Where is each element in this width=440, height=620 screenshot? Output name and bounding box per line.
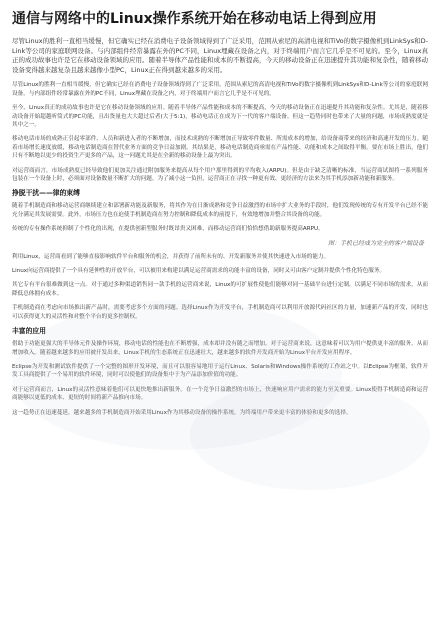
- paragraph: Eclipse为开发和测试软件提供了一个完整的图形开发环境，而且可以很容易地用于运行Linux、Solaris和Windows操作系统的工作站之中。以Eclipse为框架，软件开发工具商提供了一个易用的软件环境，同时可以使他们的设备集中于为产品添加价值的功能。: [12, 363, 428, 379]
- paragraph: 对于运营商而言，Linux的灵活性意味着他们可以更快地推出新服务。在一个竞争日益激烈的市场上，快速响应用户需求的能力至关重要。Linux使得手机制造商和运营商能够以更低的成本、更短的时间将新产品推向市场。: [12, 386, 428, 402]
- paragraph: 尽管Linux的胜利一直相当缓慢，但它确实已经在消费电子设备领域得到了广泛采用，范围从索尼的高清电视和TiVo的数字摄像机到LinkSys和D-Link等公司的家庭联网设备。与内部组件经常暴露在外的PC不同，Linux埋藏在设备之内，对于终端用户而言它几乎是不可见的。: [12, 82, 428, 97]
- paragraph: 手机制造商在考虑向市场推出新产品时，需要考虑多个方面的问题。选择Linux作为开发平台，手机制造商可以利用开放源代码社区的力量，加速新产品的开发，同时也可以获得更大的灵活性和对整个平台的更多控制权。: [12, 305, 428, 320]
- paragraph: 移动电话市场的成熟正引起零部件、人员和新进入者的不断增加，而技术成熟的不断增加正导致零件数量、所需成本的增加，给设备商带来的经济和高速开发的压力。随着市场增长速度放缓，移动电话制造商在替代业务方面的竞争日益加剧。其结果是，移动电话制造商亟需在产品性能、功能和成本之间取得平衡。要在市场上胜出，他们只有不断地以更少的投资生产更多的产品，这一问题尤其是在全新的移动设备上最为突出。: [12, 136, 428, 160]
- paragraph: 随着手机制造商和移动运营商继续建立和部署新功能及新服务，将其作为在日渐成熟和竞争日益激烈的市场中扩大业务的手段时，他们发现传统的专有开发平台已经不能充分满足其发展需要。此外，市场压力也在迫使手机制造商在努力控制和降低成本的前提下，有效地增加并整合其设备的功能。: [12, 203, 428, 218]
- figure-caption-row: [12, 238, 424, 247]
- paragraph-intro: 尽管Linux的胜利一直相当缓慢，但它确实已经在消费电子设备领域得到了广泛采用，范围从索尼的高清电视和TiVo的数字摄像机到LinkSys和D-Link等公司的家庭联网设备。与内部组件经常暴露在外的PC不同，Linux埋藏在设备之内，对于终端用户而言它几乎是不可见的。至今，Linux真正的成功故事也许是它在移动设备领域的应用。随着半导体产品性能和成本的不断提高，今天的移动设备正在迅速提升其功能和复杂性，随着移动设备变得越来越复杂且越来越像小型PC，Linux正在得到越来越多的采用。: [12, 37, 428, 74]
- paragraph: 传统的专有操作系统抑制了个性化的出现，在提供创新型服务时既昂贵又困难，而移动运营商们恰恰想借助新服务提高ARPU。: [12, 226, 324, 233]
- paragraph: 对运营商而言，市场成熟度已经导致他们更加关注通过附加服务来提高从每个用户那里得到的平均收入(ARPU)。但是由于缺乏清晰的标准，当运营商试图将一系列服务包装在一个设备上时，必须面对设备数量不断扩大的问题。为了减小这一负担，运营商正在寻找一种更有效、更经济的方法来为其手机添加新功能和新服务。: [12, 167, 428, 183]
- paragraph: 至今，Linux真正的成功故事也许是它在移动设备领域的应用。随着半导体产品性能和成本的不断提高，今天的移动设备正在迅速提升其功能和复杂性。尤其是，随着移动设备开始超越听筒式的PC功能，且出货量也大大超过后者(大于5:1)，移动电话正在成为下一代的客户端设备。但这一趋势同时也带来了大量的问题，市场成熟度就是其中之一。: [12, 105, 428, 128]
- section-heading: 丰富的应用: [12, 327, 46, 336]
- paragraph: 利用Linux，运营商看到了能够直接影响软件平台和服务的机会，并获得了前所未有的、开发新服务并使其快速进入市场的能力。: [12, 253, 330, 260]
- figure-caption: 图：手机已经成为完全的客户端设备: [327, 239, 424, 247]
- section-heading: 挣脱干扰——律的束缚: [12, 189, 80, 198]
- paragraph: 这一趋势正在迅速蔓延，越来越多的手机制造商开始采用Linux作为其移动设备的操作系统，为终端用户带来更丰富的体验和更多的选择。: [12, 409, 352, 416]
- paragraph: Linux向运营商提供了一个具有延伸性的开放平台，可以被用来构建以满足运营商需求的功能丰富的设备，同时又可由客户定制并提供个性化特色服务。: [12, 268, 386, 275]
- article-title: 通信与网络中的Linux操作系统开始在移动电话上得到应用: [12, 11, 377, 27]
- paragraph: 其它专有平台很难做到这一点。对于通过多种渠道销售同一款手机的运营商来说，Linux的可扩展性使他们能够对同一基础平台进行定制，以满足不同市场的需求，从而降低总体拥有成本。: [12, 282, 428, 297]
- paragraph: 借助于功能更强大的半导体元件及操作环境，移动电话的性能也在不断增强，成本却并没有随之而增加。对于运营商来说，这意味着可以为用户提供更丰富的服务，从而增加收入。随着越来越多的应用被开发出来，Linux手机的生态系统正在迅速壮大，越来越多的软件开发商开始为Linux平台开发应用程序。: [12, 341, 428, 356]
